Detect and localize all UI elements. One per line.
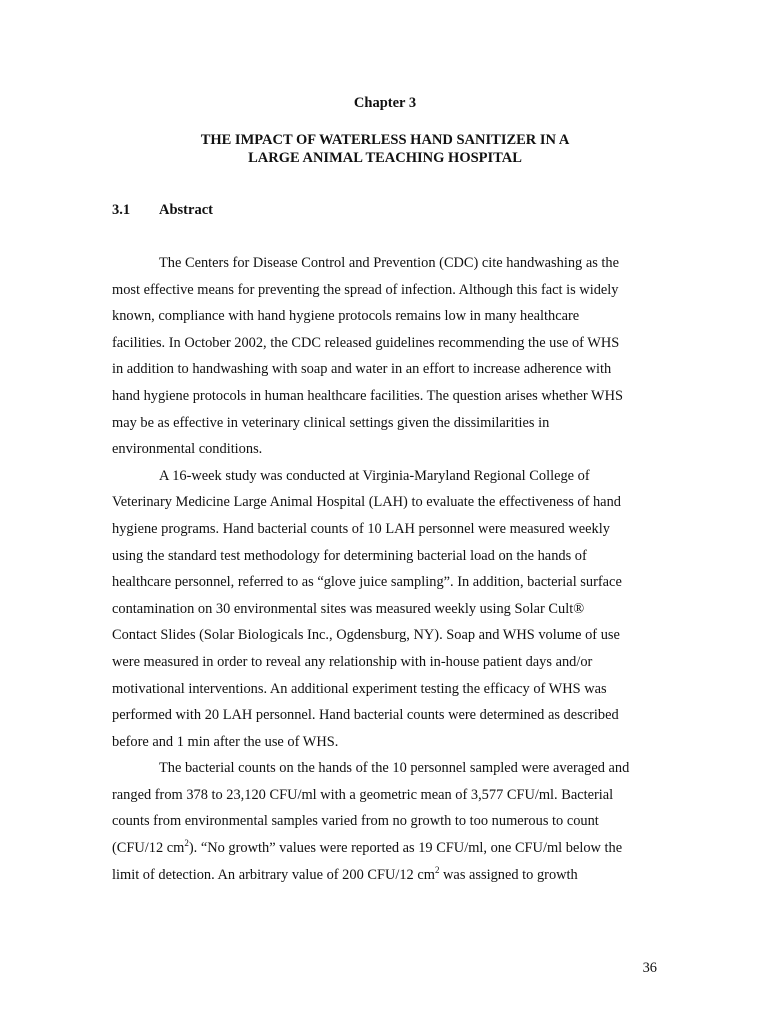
text-fragment: limit of detection. An arbitrary value of 200 CFU/12 cm [112,866,435,883]
chapter-title-line-1: THE IMPACT OF WATERLESS HAND SANITIZER IN A [200,132,570,148]
text-line: performed with 20 LAH personnel. Hand bacterial counts were determined as described [112,707,619,724]
text-line [112,835,654,862]
text-line: hand hygiene protocols in human healthcare facilities. The question arises whether WHS [112,387,623,404]
text-line [112,862,654,889]
text-line: in addition to handwashing with soap and water in an effort to increase adherence with [112,361,612,378]
page-number: 36 [642,960,657,976]
section-heading [112,201,213,219]
chapter-title-line-2: LARGE ANIMAL TEACHING HOSPITAL [248,150,522,166]
chapter-title [0,131,770,167]
superscript: 2 [434,864,440,875]
text-line: may be as effective in veterinary clinical settings given the dissimilarities in [112,414,550,431]
text-line: were measured in order to reveal any relationship with in-house patient days and/or [112,653,593,670]
text-line: environmental conditions. [112,441,263,458]
text-line: known, compliance with hand hygiene protocols remains low in many healthcare [112,308,580,325]
paragraph-3 [112,755,654,888]
text-line: using the standard test methodology for determining bacterial load on the hands of [112,547,587,564]
abstract-body [112,250,654,888]
text-fragment: (CFU/12 cm [112,840,185,857]
text-line: ranged from 378 to 23,120 CFU/ml with a geometric mean of 3,577 CFU/ml. Bacterial [112,786,614,803]
section-title: Abstract [159,202,213,218]
text-line: most effective means for preventing the spread of infection. Although this fact is widely [112,281,619,298]
paragraph-1 [112,250,654,463]
text-line: A 16-week study was conducted at Virginia-Maryland Regional College of [159,467,590,484]
text-line: The bacterial counts on the hands of the 10 personnel sampled were averaged and [159,760,630,777]
text-line: hygiene programs. Hand bacterial counts of 10 LAH personnel were measured weekly [112,520,610,537]
text-line: healthcare personnel, referred to as “glove juice sampling”. In addition, bacterial surface [112,574,622,591]
superscript: 2 [184,838,189,849]
text-line: facilities. In October 2002, the CDC released guidelines recommending the use of WHS [112,334,620,351]
text-line: Veterinary Medicine Large Animal Hospital (LAH) to evaluate the effectiveness of hand [112,494,621,511]
section-number: 3.1 [112,202,131,218]
text-fragment: was assigned to growth [439,866,578,883]
text-line: before and 1 min after the use of WHS. [112,733,339,750]
chapter-label: Chapter 3 [353,95,417,111]
text-fragment: ). “No growth” values were reported as 19 CFU/ml, one CFU/ml below the [188,840,623,857]
text-line: contamination on 30 environmental sites was measured weekly using Solar Cult® [112,600,585,617]
text-line: counts from environmental samples varied from no growth to too numerous to count [112,813,599,830]
paragraph-2 [112,463,654,756]
text-line: Contact Slides (Solar Biologicals Inc., Ogdensburg, NY). Soap and WHS volume of use [112,627,620,644]
text-line: motivational interventions. An additional experiment testing the efficacy of WHS was [112,680,607,697]
text-line: The Centers for Disease Control and Prevention (CDC) cite handwashing as the [159,255,619,271]
